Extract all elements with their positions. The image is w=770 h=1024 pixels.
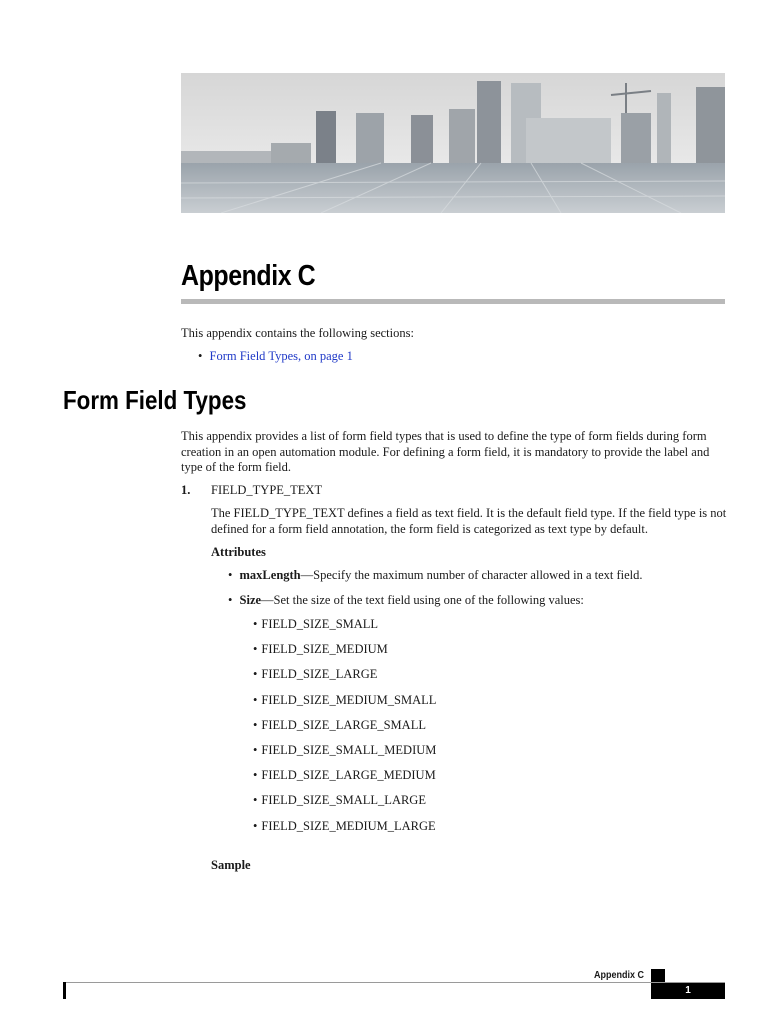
- chapter-title: Appendix C: [181, 260, 316, 292]
- chapter-intro: This appendix contains the following sections:: [181, 326, 414, 340]
- footer-marker: [651, 969, 665, 982]
- attribute-item: [228, 568, 643, 593]
- footer-rule: [63, 982, 725, 983]
- size-value-item: • FIELD_SIZE_SMALL_LARGE: [253, 793, 436, 818]
- title-rule: [181, 299, 725, 304]
- footer-left-bar: [63, 982, 66, 999]
- size-value-item: • FIELD_SIZE_LARGE_SMALL: [253, 718, 436, 743]
- attribute-text: —Specify the maximum number of character allowed in a text field.: [300, 568, 643, 582]
- size-value-item: • FIELD_SIZE_MEDIUM_SMALL: [253, 693, 436, 718]
- size-value-item: • FIELD_SIZE_MEDIUM_LARGE: [253, 819, 436, 844]
- section-title: Form Field Types: [63, 385, 247, 415]
- page-number: 1: [651, 983, 725, 999]
- size-value-item: • FIELD_SIZE_LARGE: [253, 667, 436, 692]
- toc-item: [198, 349, 353, 364]
- item-description: The FIELD_TYPE_TEXT defines a field as text field. It is the default field type. If the field type is not defined for a form field annotation, the form field is categorized as text type by default.: [211, 506, 727, 536]
- footer-chapter-label: Appendix C: [594, 970, 645, 981]
- sample-heading: Sample: [211, 858, 251, 872]
- size-value-item: • FIELD_SIZE_SMALL: [253, 617, 436, 642]
- toc-link-form-field-types[interactable]: Form Field Types, on page 1: [209, 349, 353, 363]
- item-number: 1.: [181, 483, 191, 497]
- attribute-text: —Set the size of the text field using one of the following values:: [261, 593, 584, 607]
- size-value-item: • FIELD_SIZE_MEDIUM: [253, 642, 436, 667]
- attribute-name: maxLength: [239, 568, 301, 582]
- size-value-item: • FIELD_SIZE_LARGE_MEDIUM: [253, 768, 436, 793]
- section-paragraph: This appendix provides a list of form field types that is used to define the type of form fields during form creation in an open automation module. For defining a form field, it is mandatory to provide the label and type of the form field.: [181, 429, 710, 474]
- attributes-list: [228, 568, 643, 618]
- item-heading: FIELD_TYPE_TEXT: [211, 483, 323, 497]
- attributes-heading: Attributes: [211, 545, 266, 559]
- banner-skyline-image: [181, 73, 725, 213]
- attribute-name: Size: [239, 593, 262, 607]
- size-values-list: [253, 617, 436, 844]
- attribute-item: [228, 593, 643, 618]
- toc-list: [198, 349, 353, 364]
- size-value-item: • FIELD_SIZE_SMALL_MEDIUM: [253, 743, 436, 768]
